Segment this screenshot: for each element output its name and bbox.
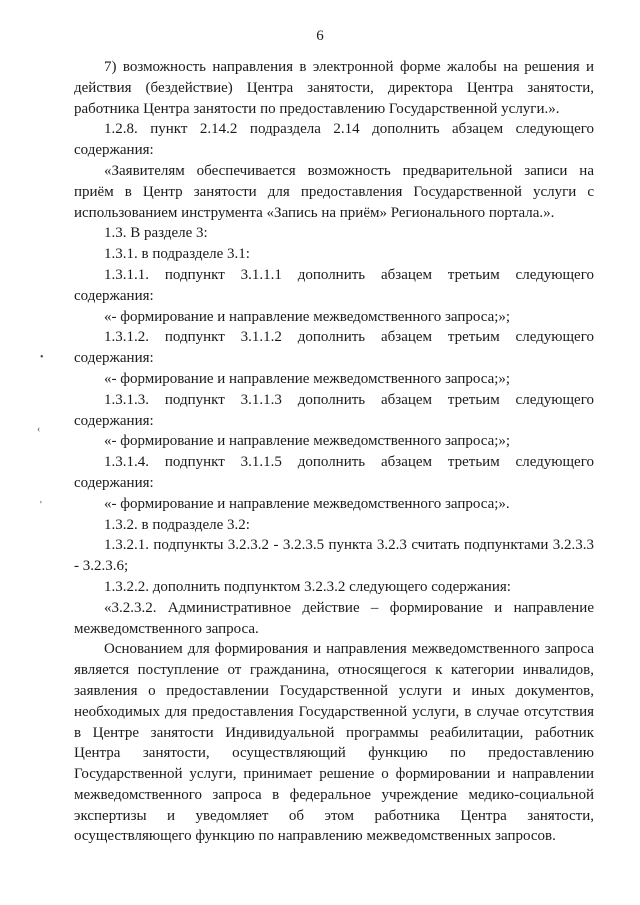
paragraph: 1.3.1. в подразделе 3.1:: [104, 246, 250, 263]
paragraph: 1.3.1.4. подпункт 3.1.1.5 дополнить абзацем третьим следующего содержания:: [74, 454, 594, 491]
document-body: [74, 57, 594, 847]
paragraph: 1.3. В разделе 3:: [104, 225, 208, 242]
paragraph: «- формирование и направление межведомственного запроса;».: [104, 495, 510, 512]
paragraph: 1.3.1.1. подпункт 3.1.1.1 дополнить абзацем третьим следующего содержания:: [74, 266, 594, 304]
paragraph: 7) возможность направления в электронной форме жалобы на решения и действия (бездействие) Центра занятости, директора Центра занятости, работника Центра занятости по предоставлению Государственной услуги.».: [74, 59, 594, 117]
paragraph: «- формирование и направление межведомственного запроса;»;: [104, 433, 511, 450]
paragraph: 1.3.1.3. подпункт 3.1.1.3 дополнить абзацем третьим следующего содержания:: [74, 391, 594, 429]
paragraph: 1.3.2.2. дополнить подпунктом 3.2.3.2 следующего содержания:: [104, 578, 511, 595]
paragraph: «- формирование и направление межведомственного запроса;»;: [104, 370, 511, 387]
scan-speck: •: [40, 352, 44, 363]
page-number: 6: [316, 28, 324, 44]
paragraph: 1.3.2.1. подпункты 3.2.3.2 - 3.2.3.5 пункта 3.2.3 считать подпунктами 3.2.3.3 - 3.2.3.6;: [74, 537, 594, 575]
paragraph: 1.2.8. пункт 2.14.2 подраздела 2.14 дополнить абзацем следующего содержания:: [74, 121, 594, 159]
paragraph: 1.3.2. в подразделе 3.2:: [104, 516, 250, 533]
paragraph: «- формирование и направление межведомственного запроса;»;: [104, 308, 511, 325]
scan-speck: ‹: [37, 424, 41, 435]
paragraph: «Заявителям обеспечивается возможность предварительной записи на приём в Центр занятости для предоставления Государственной услуги с использованием инструмента «Запись на приём» Регионального портала.».: [74, 162, 594, 221]
paragraph: Основанием для формирования и направления межведомственного запроса является поступление от гражданина, относящегося к категории инвалидов, заявления о предоставлении Государственной услуги и иных документов, необходимых для предоставления Государственной услуги, в случае отсутствия в Центре занятости Индивидуальной программы реабилитации, работник Центра занятости, осуществляющий функцию по предоставлению Государственной услуги, принимает решение о формировании и направлении межведомственного запроса в федеральное учреждение медико-социальной экспертизы и уведомляет об этом работника Центра занятости, осуществляющего функцию по направлению межведомственных запросов.: [74, 641, 594, 845]
scan-speck: ': [40, 500, 42, 511]
paragraph: 1.3.1.2. подпункт 3.1.1.2 дополнить абзацем третьим следующего содержания:: [74, 329, 594, 367]
paragraph: «3.2.3.2. Административное действие – формирование и направление межведомственного запроса.: [74, 599, 594, 637]
